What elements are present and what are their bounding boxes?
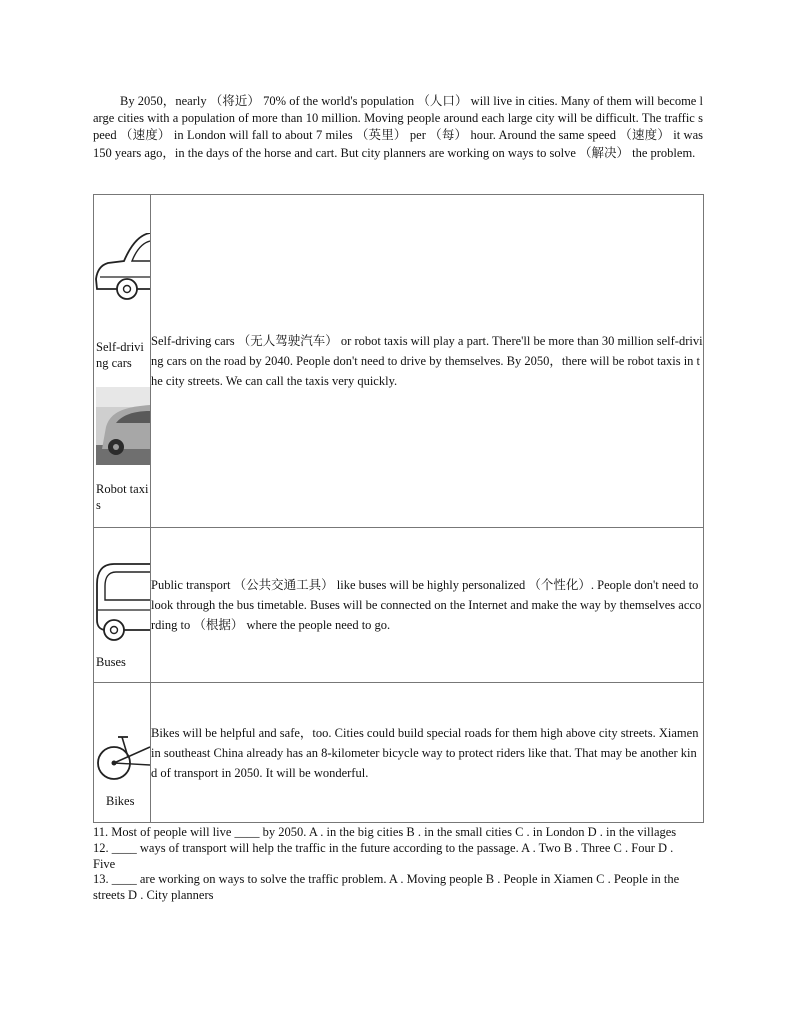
label-buses: Buses — [96, 655, 126, 669]
buses-icon-cell — [94, 528, 151, 683]
questions-block — [93, 825, 693, 904]
taxi-photo-icon — [96, 387, 150, 465]
table-row-bikes — [94, 683, 704, 823]
question-11: 11. Most of people will live ____ by 2050. A . in the big cities B . in the small cities C . in London D . in the villages — [93, 825, 677, 839]
bus-drawing-icon — [94, 558, 150, 646]
table-row-buses — [94, 528, 704, 683]
passage-text: By 2050，nearly （将近） 70% of the world's population （人口） will live in cities. Many of them will become large cities with a population of more than 10 million. Moving people around each large city will be difficult. The traffic speed （速度） in London will fall to about 7 miles （英里） per （每） hour. Around the same speed （速度） it was 150 years ago，in the days of the horse and cart. But city planners are working on ways to solve （解决） the problem. — [93, 94, 703, 160]
bikes-description: Bikes will be helpful and safe，too. Cities could build special roads for them high above city streets. Xiamen in southeast China already has an 8-kilometer bicycle way to protect riders like that. That may be another kind of transport in 2050. It will be wonderful. — [151, 683, 704, 823]
label-bikes: Bikes — [106, 794, 135, 808]
table-row-cars — [94, 195, 704, 528]
bike-drawing-icon — [94, 735, 150, 783]
question-13: 13. ____ are working on ways to solve the traffic problem. A . Moving people B . People in Xiamen C . People in the streets D . City planners — [93, 872, 680, 903]
label-robot-taxis: Robot taxis — [96, 482, 149, 512]
question-12: 12. ____ ways of transport will help the traffic in the future according to the passage. A . Two B . Three C . Four D . Five — [93, 840, 674, 871]
transport-table — [93, 194, 704, 823]
car-drawing-icon — [94, 233, 150, 303]
bikes-icon-cell — [94, 683, 151, 823]
cars-description: Self-driving cars （无人驾驶汽车） or robot taxis will play a part. There'll be more than 30 million self-driving cars on the road by 2040. People don't need to drive by themselves. By 2050，there will be robot taxis in the city streets. We can call the taxis very quickly. — [151, 195, 704, 528]
cars-icon-cell — [94, 195, 151, 528]
label-self-driving-cars: Self-driving cars — [96, 340, 144, 370]
buses-description: Public transport （公共交通工具） like buses will be highly personalized （个性化）. People don't need to look through the bus timetable. Buses will be connected on the Internet and make the way by themselves according to （根据） where the people need to go. — [151, 528, 704, 683]
passage — [93, 93, 703, 162]
